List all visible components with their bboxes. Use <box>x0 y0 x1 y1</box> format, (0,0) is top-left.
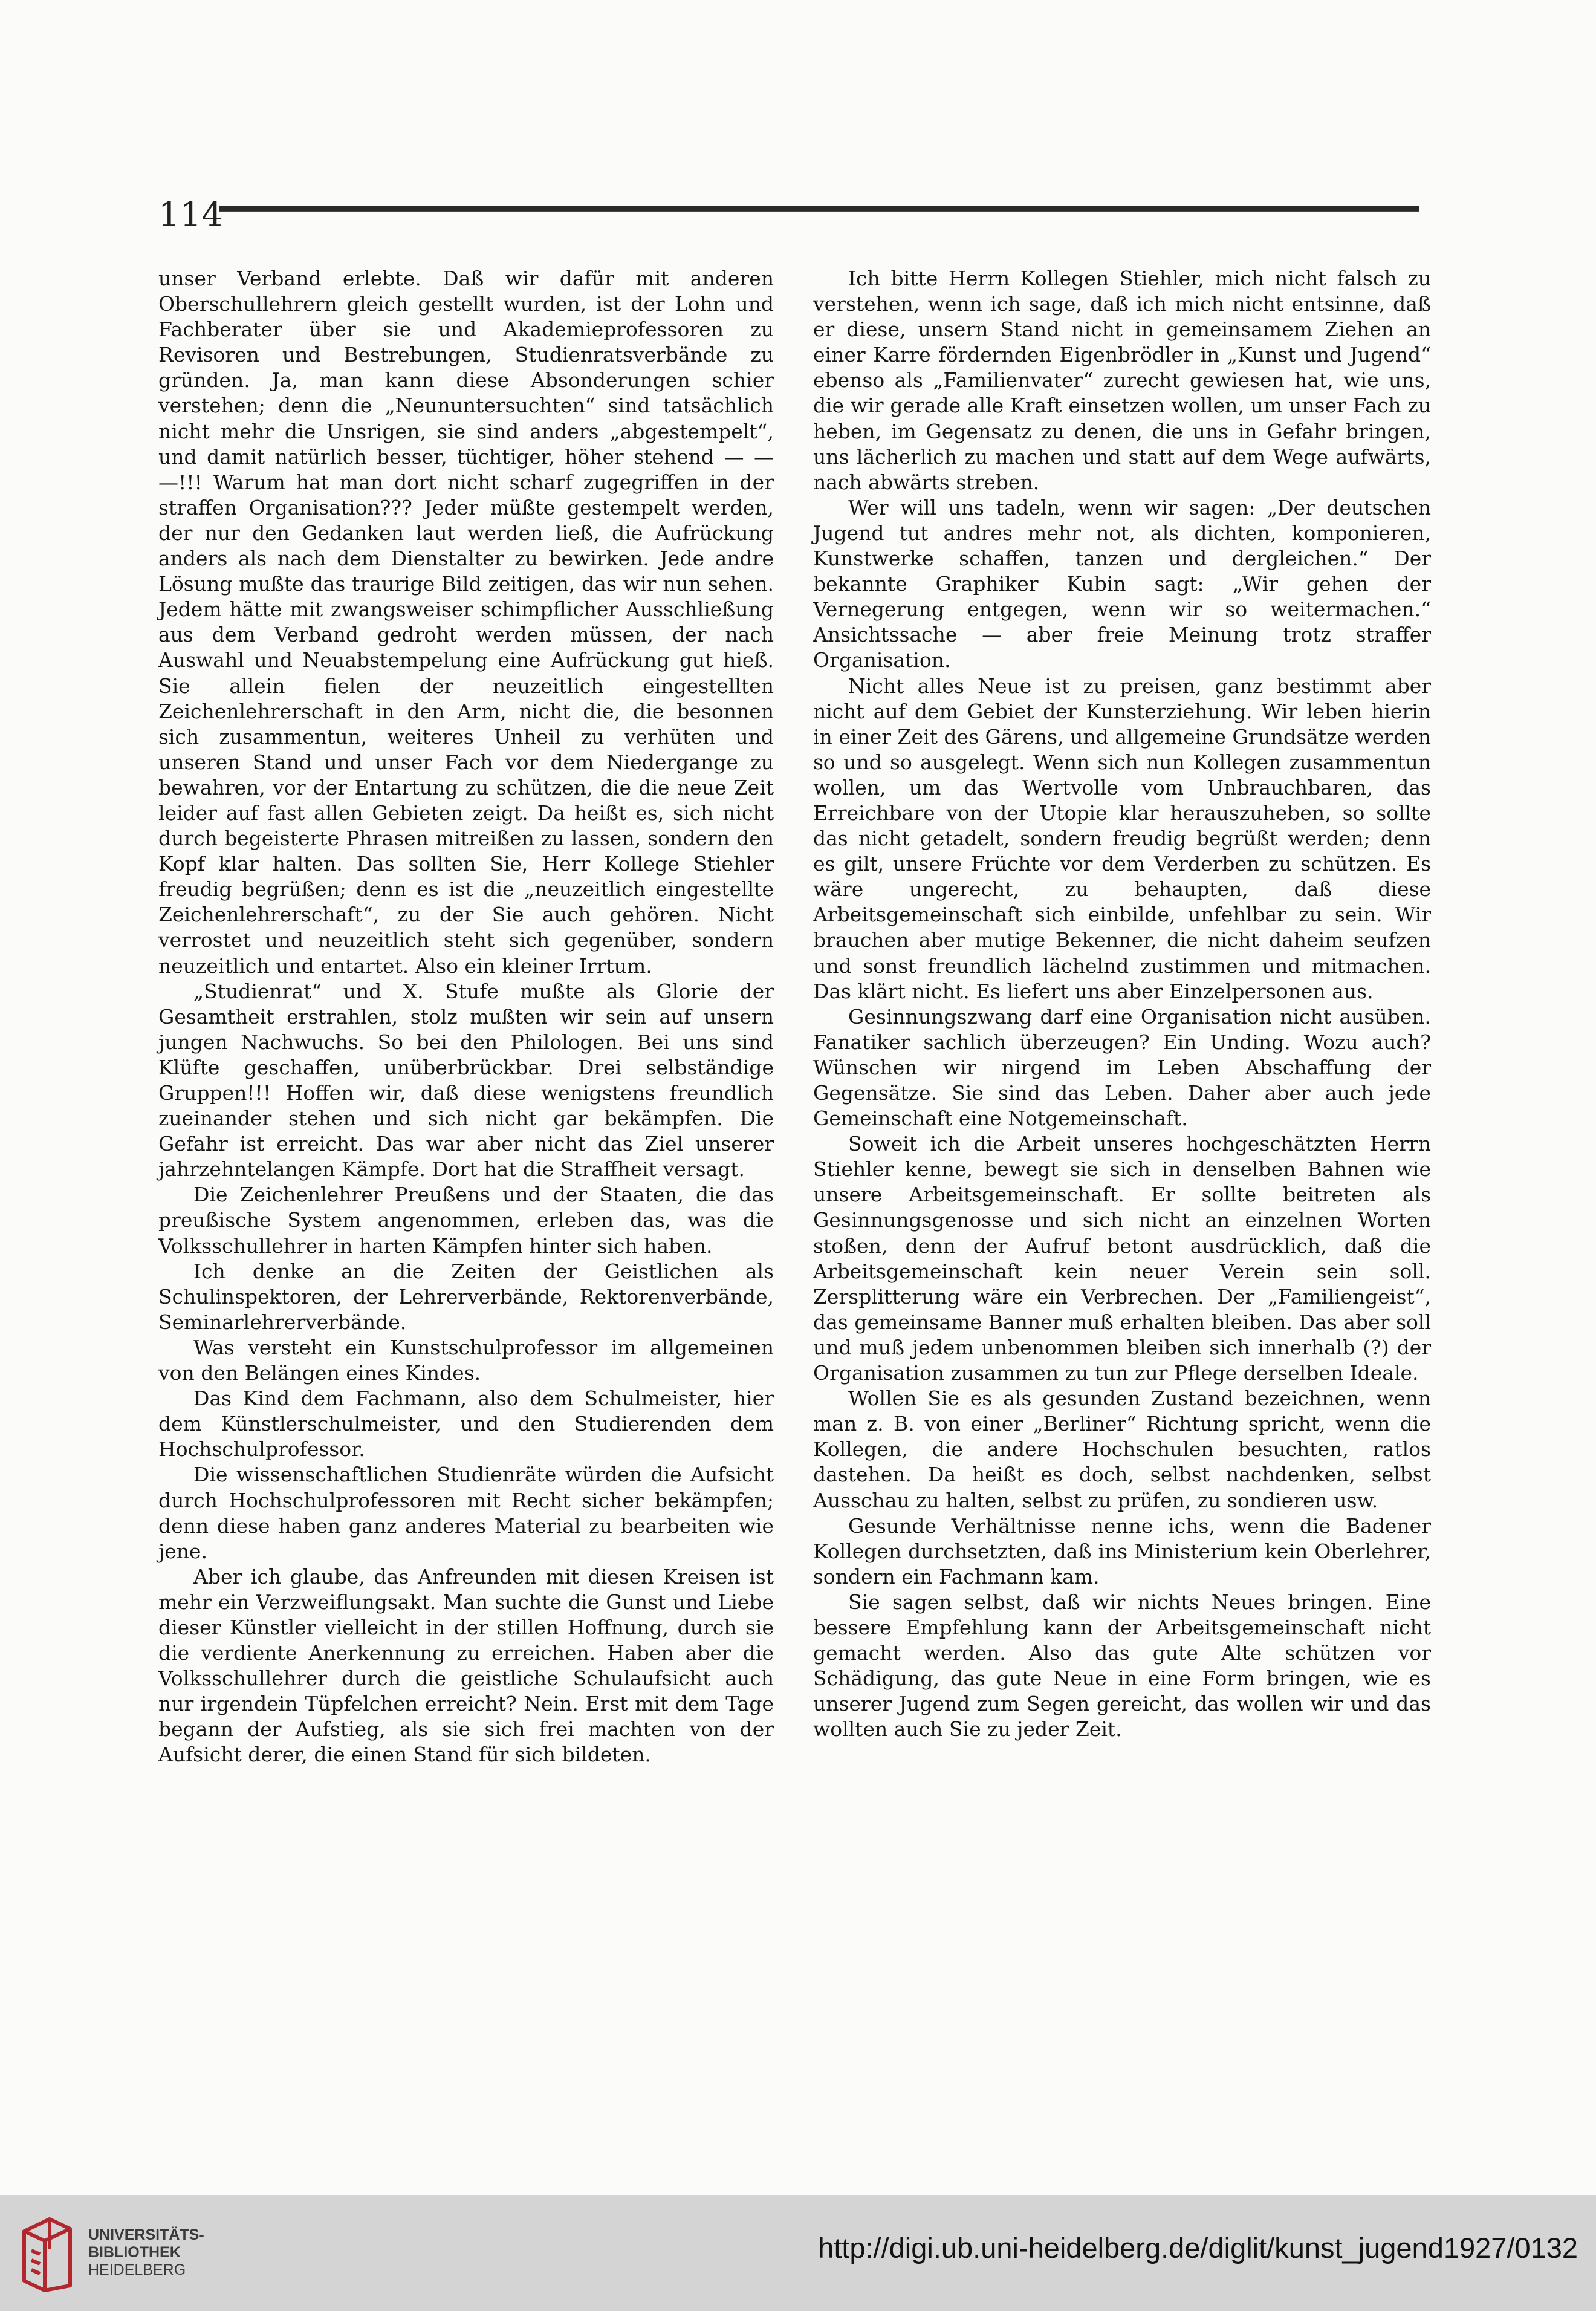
library-name-line: UNIVERSITÄTS- <box>88 2226 204 2243</box>
source-url-link[interactable]: http://digi.ub.uni-heidelberg.de/diglit/kunst_jugend1927/0132 <box>818 2232 1578 2264</box>
library-name-line: BIBLIOTHEK <box>88 2244 181 2261</box>
paragraph: Das Kind dem Fachmann, also dem Schulmeister, hier dem Künstlerschulmeister, und den Studierenden dem Hochschulprofessor. <box>158 1386 774 1461</box>
page-number: 114 <box>158 195 223 235</box>
paragraph: Die wissenschaftlichen Studienräte würden die Aufsicht durch Hochschulprofessoren mit Recht sicher bekämpfen; denn diese haben ganz anderes Material zu bearbeiten wie jene. <box>158 1463 774 1563</box>
left-column <box>158 266 774 1768</box>
paragraph: Was versteht ein Kunstschulprofessor im allgemeinen von den Belängen eines Kindes. <box>158 1335 774 1385</box>
paragraph: unser Verband erlebte. Daß wir dafür mit anderen Oberschullehrern gleich gestellt wurden, ist der Lohn und Fachberater über sie und Akademieprofessoren zu Revisoren und Bestrebungen, Studienratsverbände zu gründen. Ja, man kann diese Absonderungen schier verstehen; denn die „Neununtersuchten“ sind tatsächlich nicht mehr die Unsrigen, sie sind anders „abgestempelt“, und damit natürlich besser, tüchtiger, höher stehend — — —!!! Warum hat man dort nicht scharf zugegriffen in der straffen Organisation??? Jeder müßte gestempelt werden, der nur den Gedanken laut werden ließ, die Aufrückung anders als nach dem Dienstalter zu bewirken. Jede andre Lösung mußte das traurige Bild zeitigen, das wir nun sehen. Jedem hätte mit zwangsweiser schimpflicher Ausschließung aus dem Verband gedroht werden müssen, der nach Auswahl und Neuabstempelung eine Aufrückung gut hieß. Sie allein fielen der neuzeitlich eingestellten Zeichenlehrerschaft in den Arm, nicht die, die besonnen sich zusammentun, weiteres Unheil zu verhüten und unseren Stand und unser Fach vor dem Niedergange zu bewahren, vor der Entartung zu schützen, die die neue Zeit leider auf fast allen Gebieten zeigt. Da heißt es, sich nicht durch begeisterte Phrasen mitreißen zu lassen, sondern den Kopf klar halten. Das sollten Sie, Herr Kollege Stiehler freudig begrüßen; denn es ist die „neuzeitlich eingestellte Zeichenlehrerschaft“, zu der Sie auch gehören. Nicht verrostet und neuzeitlich steht sich gegenüber, sondern neuzeitlich und entartet. Also ein kleiner Irrtum. <box>158 267 774 978</box>
paragraph: Ich denke an die Zeiten der Geistlichen als Schulinspektoren, der Lehrerverbände, Rektorenverbände, Seminarlehrerverbände. <box>158 1259 774 1334</box>
paragraph: Gesunde Verhältnisse nenne ichs, wenn die Badener Kollegen durchsetzten, daß ins Ministerium kein Oberlehrer, sondern ein Fachmann kam. <box>813 1513 1431 1588</box>
paragraph: Nicht alles Neue ist zu preisen, ganz bestimmt aber nicht auf dem Gebiet der Kunsterziehung. Wir leben hierin in einer Zeit des Gärens, und allgemeine Grundsätze werden so und so ausgelegt. Wenn sich nun Kollegen zusammentun wollen, um das Wertvolle vom Unbrauchbaren, das Erreichbare von der Utopie klar herauszuheben, so sollte das nicht getadelt, sondern freudig begrüßt werden; denn es gilt, unsere Früchte vor dem Verderben zu schützen. Es wäre ungerecht, zu behaupten, daß diese Arbeitsgemeinschaft sich einbilde, unfehlbar zu sein. Wir brauchen aber mutige Bekenner, die nicht daheim seufzen und sonst freundlich lächelnd zustimmen und mitmachen. Das klärt nicht. Es liefert uns aber Einzelpersonen aus. <box>813 674 1431 1003</box>
paragraph: Soweit ich die Arbeit unseres hochgeschätzten Herrn Stiehler kenne, bewegt sie sich in denselben Bahnen wie unsere Arbeitsgemeinschaft. Er sollte beitreten als Gesinnungsgenosse und sich nicht an einzelnen Worten stoßen, denn der Aufruf betont ausdrücklich, daß die Arbeitsgemeinschaft kein neuer Verein sein soll. Zersplitterung wäre ein Verbrechen. Der „Familiengeist“, das gemeinsame Banner muß erhalten bleiben. Das aber soll und muß jedem unbenommen bleiben sich innerhalb (?) der Organisation zusammen zu tun zur Pflege derselben Ideale. <box>813 1132 1431 1385</box>
library-name-line: HEIDELBERG <box>88 2261 186 2278</box>
library-name <box>88 2226 204 2279</box>
paragraph: Wollen Sie es als gesunden Zustand bezeichnen, wenn man z. B. von einer „Berliner“ Richtung spricht, wenn die Kollegen, die andere Hochschulen besuchten, ratlos dastehen. Da heißt es doch, selbst nachdenken, selbst Ausschau zu halten, selbst zu prüfen, zu sondieren usw. <box>813 1386 1431 1512</box>
paragraph: Sie sagen selbst, daß wir nichts Neues bringen. Eine bessere Empfehlung kann der Arbeitsgemeinschaft nicht gemacht werden. Also das gute Alte schützen vor Schädigung, das gute Neue in eine Form bringen, wie es unserer Jugend zum Segen gereicht, das wollen wir und das wollten auch Sie zu jeder Zeit. <box>813 1590 1431 1741</box>
footer-bar <box>0 2195 1596 2311</box>
page-header <box>158 192 1419 238</box>
paragraph: Ich bitte Herrn Kollegen Stiehler, mich nicht falsch zu verstehen, wenn ich sage, daß ich mich nicht entsinne, daß er diese, unsern Stand nicht in gemeinsamem Ziehen an einer Karre fördernden Eigenbrödler in „Kunst und Jugend“ ebenso als „Familienvater“ zurecht gewiesen hat, wie uns, die wir gerade alle Kraft einsetzen wollen, um unser Fach zu heben, im Gegensatz zu denen, die uns in Gefahr bringen, uns lächerlich zu machen und statt auf dem Wege aufwärts, nach abwärts streben. <box>813 267 1431 494</box>
paragraph: Aber ich glaube, das Anfreunden mit diesen Kreisen ist mehr ein Verzweiflungsakt. Man suchte die Gunst und Liebe dieser Künstler vielleicht in der stillen Hoffnung, durch sie die verdiente Anerkennung zu erreichen. Haben aber die Volksschullehrer durch die geistliche Schulaufsicht auch nur irgendein Tüpfelchen erreicht? Nein. Erst mit dem Tage begann der Aufstieg, als sie sich frei machten von der Aufsicht derer, die einen Stand für sich bildeten. <box>158 1564 774 1767</box>
paragraph: „Studienrat“ und X. Stufe mußte als Glorie der Gesamtheit erstrahlen, stolz mußten wir sein auf unsern jungen Nachwuchs. So bei den Philologen. Bei uns sind Klüfte geschaffen, unüberbrückbar. Drei selbständige Gruppen!!! Hoffen wir, daß diese wenigstens freundlich zueinander stehen und sich nicht gar bekämpfen. Die Gefahr ist erreicht. Das war aber nicht das Ziel unserer jahrzehntelangen Kämpfe. Dort hat die Straffheit versagt. <box>158 979 774 1182</box>
header-rule <box>219 206 1419 213</box>
library-logo-icon <box>18 2213 76 2295</box>
right-column <box>813 266 1431 1742</box>
paragraph: Wer will uns tadeln, wenn wir sagen: „Der deutschen Jugend tut andres mehr not, als dichten, komponieren, Kunstwerke schaffen, tanzen und dergleichen.“ Der bekannte Graphiker Kubin sagt: „Wir gehen der Vernegerung entgegen, wenn wir so weitermachen.“ Ansichtssache — aber freie Meinung trotz straffer Organisation. <box>813 495 1431 672</box>
paragraph: Die Zeichenlehrer Preußens und der Staaten, die das preußische System angenommen, erleben das, was die Volksschullehrer in harten Kämpfen hinter sich haben. <box>158 1183 774 1258</box>
paragraph: Gesinnungszwang darf eine Organisation nicht ausüben. Fanatiker sachlich überzeugen? Ein Unding. Wozu auch? Wünschen wir nirgend im Leben Abschaffung der Gegensätze. Sie sind das Leben. Daher aber auch jede Gemeinschaft eine Notgemeinschaft. <box>813 1004 1431 1131</box>
